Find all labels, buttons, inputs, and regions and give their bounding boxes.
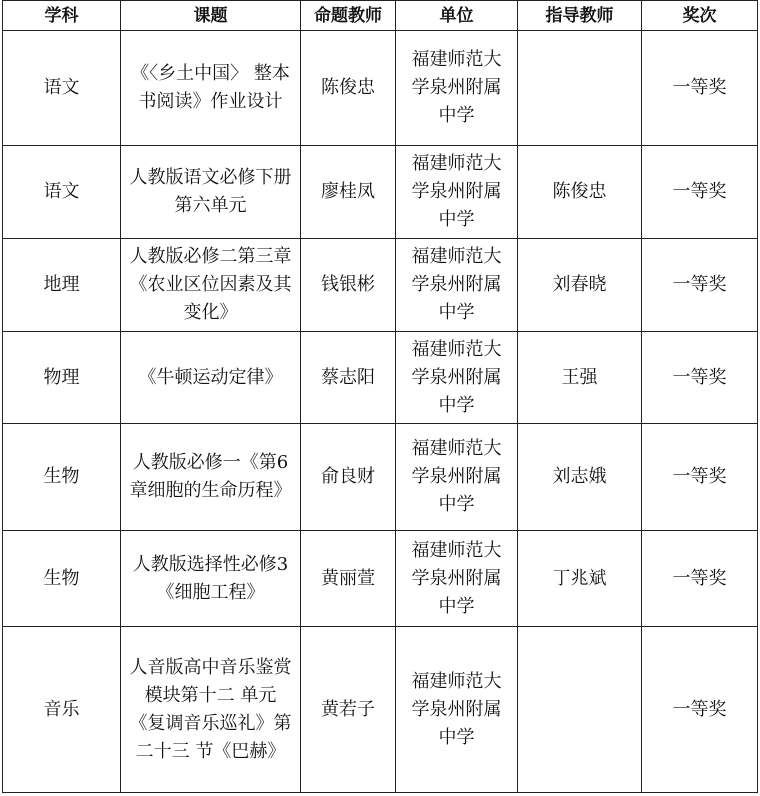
cell-unit (396, 531, 518, 627)
cell-mentor: 刘春晓 (518, 239, 642, 332)
table-row (3, 531, 758, 627)
header-subject: 学科 (3, 1, 121, 31)
cell-unit (396, 424, 518, 531)
cell-teacher: 廖桂凤 (301, 146, 396, 239)
cell-award: 一等奖 (642, 239, 758, 332)
header-topic: 课题 (121, 1, 301, 31)
cell-subject: 地理 (3, 239, 121, 332)
cell-teacher: 黄丽萱 (301, 531, 396, 627)
cell-award: 一等奖 (642, 424, 758, 531)
cell-mentor (518, 627, 642, 793)
table-body (3, 31, 758, 793)
cell-topic (121, 531, 301, 627)
unit-text: 福建师范大学泉州附属中学 (411, 670, 502, 748)
cell-teacher: 蔡志阳 (301, 332, 396, 424)
award-table (2, 0, 758, 793)
cell-unit (396, 627, 518, 793)
cell-unit (396, 146, 518, 239)
cell-award: 一等奖 (642, 146, 758, 239)
topic-text: 《〈乡土中国〉 整本书阅读》作业设计 (131, 63, 290, 112)
cell-award: 一等奖 (642, 332, 758, 424)
cell-topic (121, 332, 301, 424)
header-row (3, 1, 758, 31)
unit-text: 福建师范大学泉州附属中学 (411, 153, 502, 230)
cell-unit (396, 332, 518, 424)
table-row (3, 146, 758, 239)
cell-mentor: 陈俊忠 (518, 146, 642, 239)
table-row (3, 424, 758, 531)
cell-subject: 物理 (3, 332, 121, 424)
cell-teacher: 陈俊忠 (301, 31, 396, 146)
cell-award: 一等奖 (642, 627, 758, 793)
table-row (3, 627, 758, 793)
cell-mentor (518, 31, 642, 146)
header-mentor: 指导教师 (518, 1, 642, 31)
cell-subject: 语文 (3, 31, 121, 146)
table-header (3, 1, 758, 31)
unit-text: 福建师范大学泉州附属中学 (411, 338, 502, 416)
cell-mentor: 丁兆斌 (518, 531, 642, 627)
cell-topic (121, 31, 301, 146)
topic-text: 人音版高中音乐鉴赏模块第十二 单元《复调音乐巡礼》第二十三 节《巴赫》 (129, 656, 292, 762)
cell-award: 一等奖 (642, 531, 758, 627)
unit-text: 福建师范大学泉州附属中学 (411, 438, 502, 515)
cell-topic (121, 239, 301, 332)
header-unit: 单位 (396, 1, 518, 31)
cell-unit (396, 239, 518, 332)
header-teacher: 命题教师 (301, 1, 396, 31)
cell-topic (121, 146, 301, 239)
cell-award: 一等奖 (642, 31, 758, 146)
topic-text: 人教版选择性必修3《细胞工程》 (132, 553, 289, 603)
cell-subject: 音乐 (3, 627, 121, 793)
cell-subject: 生物 (3, 424, 121, 531)
topic-text: 《牛顿运动定律》 (138, 366, 283, 388)
cell-subject: 生物 (3, 531, 121, 627)
table-row (3, 332, 758, 424)
topic-text: 人教版语文必修下册第六单元 (129, 167, 292, 216)
unit-text: 福建师范大学泉州附属中学 (411, 49, 502, 126)
header-award: 奖次 (642, 1, 758, 31)
cell-mentor: 刘志娥 (518, 424, 642, 531)
topic-text: 人教版必修二第三章《农业区位因素及其变化》 (129, 246, 292, 323)
cell-unit (396, 31, 518, 146)
cell-teacher: 黄若子 (301, 627, 396, 793)
table-row (3, 31, 758, 146)
cell-subject: 语文 (3, 146, 121, 239)
cell-topic (121, 424, 301, 531)
cell-mentor: 王强 (518, 332, 642, 424)
table-row (3, 239, 758, 332)
cell-teacher: 俞良财 (301, 424, 396, 531)
unit-text: 福建师范大学泉州附属中学 (411, 246, 502, 323)
cell-teacher: 钱银彬 (301, 239, 396, 332)
unit-text: 福建师范大学泉州附属中学 (411, 539, 502, 617)
cell-topic (121, 627, 301, 793)
topic-text: 人教版必修一《第6章细胞的生命历程》 (129, 452, 292, 501)
